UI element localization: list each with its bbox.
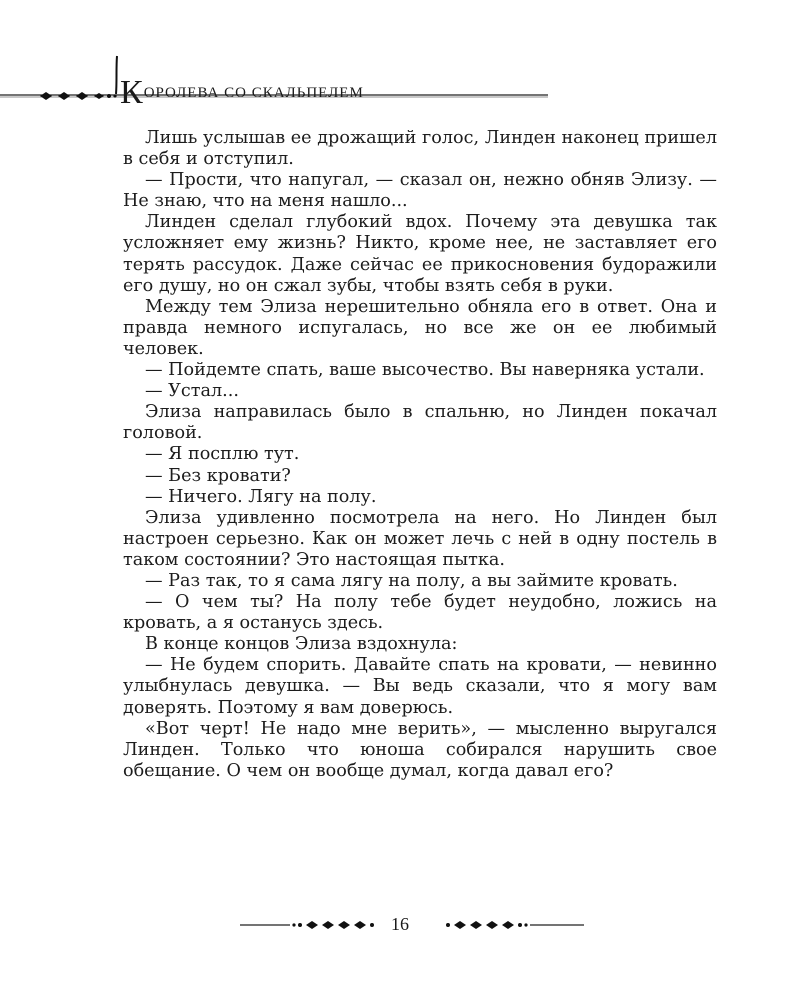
paragraph: — Ничего. Лягу на полу. (145, 486, 377, 507)
paragraph: — Прости, что напугал, — сказал он, нежно обняв Элизу. — Не знаю, что на меня нашло... (123, 170, 717, 212)
paragraph: Линден сделал глубокий вдох. Почему эта девушка так усложняет ему жизнь? Никто, кроме нее, не заставляет его терять рассудок. Даже сейчас ее прикосновения будоражили его душу, но он сжал зубы, чтобы взять себя в руки. (123, 212, 717, 296)
paragraph: «Вот черт! Не надо мне верить», — мысленно выругался Линден. Только что юноша собирался нарушить свое обещание. О чем он вообще думал, когда давал его? (123, 718, 717, 781)
running-header (0, 48, 560, 111)
paragraph: — Раз так, то я сама лягу на полу, а вы займите кровать. (145, 570, 678, 591)
paragraph: Элиза направилась было в спальню, но Линден покачал головой. (123, 402, 717, 444)
body-text (123, 128, 717, 782)
paragraph: — Без кровати? (145, 465, 291, 486)
running-title (120, 70, 364, 111)
running-title-initial: К (120, 74, 144, 111)
paragraph: — Устал... (145, 381, 239, 402)
paragraph: — Я посплю тут. (145, 444, 300, 465)
paragraph: Элиза удивленно посмотрела на него. Но Линден был настроен серьезно. Как он может лечь с ней в одну постель в таком состоянии? Это настоящая пытка. (123, 507, 717, 570)
page-number: 16 (391, 914, 409, 934)
paragraph: Между тем Элиза нерешительно обняла его в ответ. Она и правда немного испугалась, но все же он ее любимый человек. (123, 296, 717, 359)
paragraph: — Не будем спорить. Давайте спать на кровати, — невинно улыбнулась девушка. — Вы ведь сказали, что я могу вам доверять. Поэтому я вам доверюсь. (123, 655, 717, 718)
paragraph: В конце концов Элиза вздохнула: (145, 634, 458, 655)
paragraph: — О чем ты? На полу тебе будет неудобно, ложись на кровать, а я останусь здесь. (123, 592, 717, 634)
paragraph: Лишь услышав ее дрожащий голос, Линден наконец пришел в себя и отступил. (123, 128, 717, 170)
page-footer (0, 908, 800, 944)
paragraph: — Пойдемте спать, ваше высочество. Вы наверняка устали. (145, 360, 705, 381)
running-title-rest: ОРОЛЕВА СО СКАЛЬПЕЛЕМ (143, 85, 364, 101)
